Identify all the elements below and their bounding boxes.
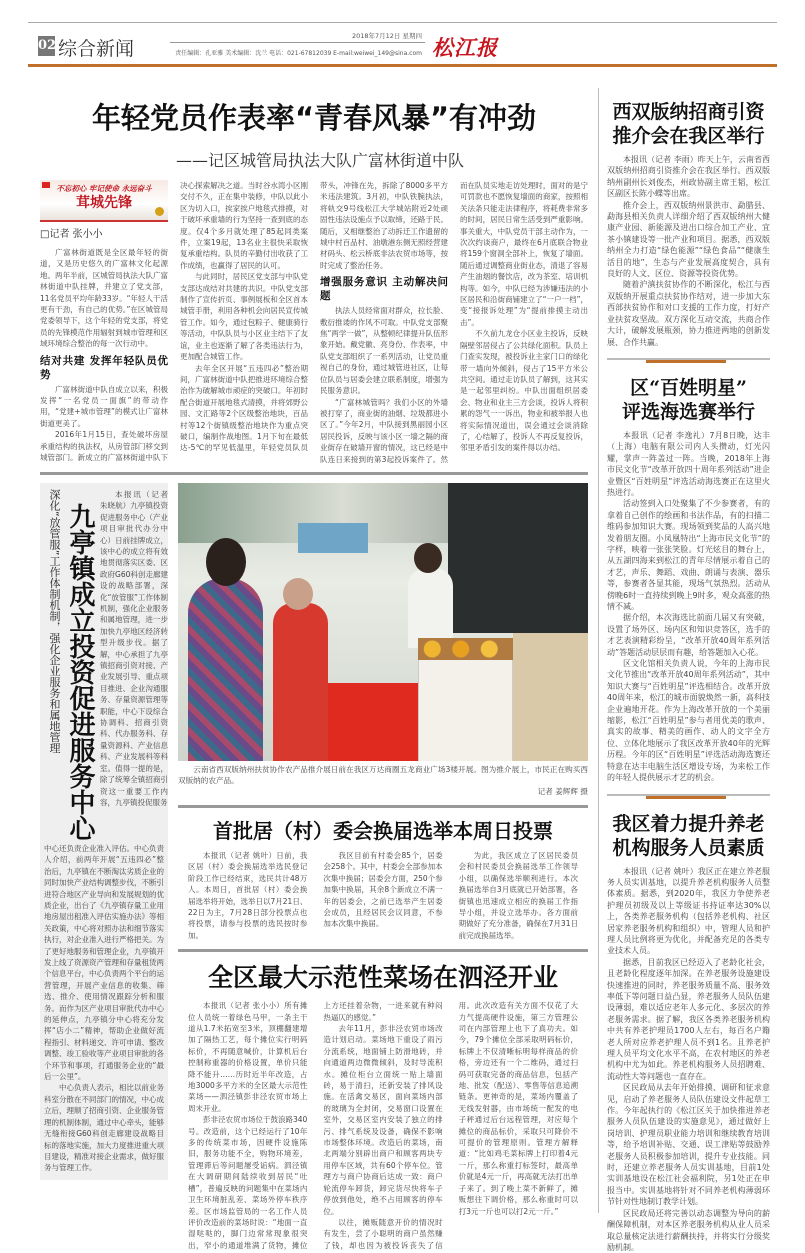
paragraph: 区民政局从去年开始排摸、调研和征求意见，启动了养老服务人员队伍建设文件起草工作。今年起执行的《松江区关于加快推进养老服务人员队伍建设的实施意见》，通过做好上岗培训、护理员职业能力培训和继续教育培训等，给予培训补贴、交通、误工津贴等鼓励养老服务人员积极参加培训，提升专业技能。同时，还建立养老服务人员实训基地，目前1处实训基地设在松江社会福利院，另1处正在申报当中。实训基地将针对不同养老机构薄弱环节针对性地制订教学计划。 bbox=[607, 1082, 770, 1207]
issue-date: 2018年7月12日 星期四 bbox=[352, 31, 422, 40]
article-headline bbox=[607, 100, 770, 148]
paragraph: 不久前九龙仓小区业主投诉，反映隔壁邻居侵占了公共绿化面积。队员上门查实发现，被投诉业主家门口的绿化带一墙向外倾斜，侵占了15平方米公共空间。通过走访队员了解到，这其实是一起邻里纠纷。中队出面组织居委会、物业和业主三方会谈，投诉人将积累的怨气一一诉出，物业和被举报人也将实际情况道出，误会通过会谈消除了，心结解了，投诉人不再反复投诉，邻里矛盾引发的案件得以办结。 bbox=[460, 328, 588, 453]
photo-person-left bbox=[188, 578, 263, 761]
paragraph: 与此同时，居民区党支部与中队党支部达成结对共建的共识。中队党支部制作了宣传折页、事例展板和全区首本城管手册，利用各种机会向居民宣传城管工作。如今，通过包粽子、健康骑行等活动，中队队员与小区业主结下了友谊，业主也逐渐了解了各类违法行为，更加配合城管工作。 bbox=[180, 271, 308, 362]
right-article-3 bbox=[607, 812, 770, 1253]
newspaper-logo: 松江报 bbox=[432, 32, 498, 62]
accent-rule bbox=[646, 796, 726, 799]
headline-line: 西双版纳招商引资 bbox=[607, 100, 770, 124]
article-body bbox=[607, 154, 770, 348]
sidebar-top bbox=[44, 489, 164, 843]
paragraph: 我区目前有村委会85个，居委会258个。其中，村委会全部参加本次集中换届；居委会方面，250个参加集中换届，其余8个新成立不满一年的居委会，之前已选举产生居委会成员，且经居民会议同意，不参加本次集中换届。 bbox=[323, 850, 442, 930]
photo-person-head bbox=[206, 538, 246, 586]
lower-area bbox=[40, 483, 588, 1251]
column-divider bbox=[598, 88, 599, 1213]
flag-icon bbox=[42, 182, 50, 188]
paragraph: 广富林街道既是全区最年轻的街道，又是历史悠久的广富林文化起源地。两年半前，区城管局执法大队广富林街道中队挂牌，并建立了党支部，11名党员平均年龄33岁。“年轻人干活更有干劲，有自己的优势。”在区城管局党委领导下，这个年轻的党支部，将党员的先锋模范作用辐射到城市管理和区域环境综合整治的每一次行动中。 bbox=[40, 247, 168, 350]
paragraph: 随着沪滇扶贫协作的不断深化，松江与西双版纳开展重点扶贫协作结对，进一步加大东西部扶贫协作和对口支援的工作力度，打好产业扶贫攻坚战。双方深化互动交流，共商合作大计，破解发展瓶颈，协力推进两地的创新发展、合作共赢。 bbox=[607, 279, 770, 347]
paragraph: 推介会上，西双版纳州景洪市、勐腊县、勐海县相关负责人详细介绍了西双版纳州大健康产业园、新能源及进出口综合加工产业、宜茶小镇建设等一批产业和项目。据悉，西双版纳州全力打造“绿色能源”“绿色食品”“健康生活目的地”，生态与产业发展高度契合，具有良好的人文、区位、资源等投资优势。 bbox=[607, 200, 770, 280]
paragraph: 本报讯（记者 李雨）昨天上午，云南省西双版纳州招商引资推介会在我区举行。西双版纳州副州长刘俊杰，州政协副主席王韬，松江区副区长陈小蝶等出席。 bbox=[607, 154, 770, 200]
paragraph: 去年全区开展“五违四必”整治期间，广富林街道中队把推进环境综合整治作为破解城市顽症的突破口。年初时配合街道开展地毯式清摸，并将郊野公园、文汇路等2个区级整治地块，百品村等12个街镇级整治地块作为重点突破口，编制作战地图。1月下旬在最低达-5℃的罕见低温里，年轻党员队员带头，冲锋在先，拆除了8000多平方米违法建筑。3月初，中队铁腕执法，将轨交9号线松江大学城站附近2处顽固性违法设施点予以取缔，还路于民。随后，又相继整治了动拆迁工作遗留的城中村百品村、油墩港东侧无照经营建材码头、松云桥底非法农贸市场等，按时完成了整治任务。 bbox=[180, 180, 448, 465]
party-emblem-icon bbox=[155, 207, 164, 216]
photo-vendor-head bbox=[414, 543, 442, 573]
photo-vendor bbox=[408, 568, 453, 648]
banner-slogan: 不忘初心 牢记使命 永远奋斗 bbox=[40, 180, 168, 194]
photo-banner bbox=[298, 523, 368, 553]
sidebar-title: 九亭镇成立投资促进服务中心 bbox=[62, 503, 96, 843]
headline-line: 机构服务人员素质 bbox=[607, 836, 770, 860]
byline: □记者 张小小 bbox=[40, 228, 168, 242]
banner-title: 茸城先锋 bbox=[40, 194, 168, 212]
article-body bbox=[607, 430, 770, 784]
paragraph: 区文化馆相关负责人说，今年的上海市民文化节推出“改革开放40周年系列活动”，其中知识大赛与“百姓明星”评选相结合。改革开放40周年来，松江的城市面貌焕然一新，高科技企业遍地开花。作为上海改革开放的一个美丽缩影，松江“百姓明星”参与者用优美的歌声、真实的故事、精美的画作、动人的文字全方位、立体化地展示了我区改革开放40年的光辉历程。今年的区“百姓明星”评选活动海选赛还特意在达丰电脑生活区增设专场，为来松工作的年轻人提供展示才艺的机会。 bbox=[607, 658, 770, 783]
caption-text: 云南省西双版纳州扶贫协作农产品推介展日前在我区万达商圈五龙商业广场3楼开展。图为推介展上，市民正在购买西双版纳的农产品。 bbox=[178, 764, 588, 786]
paragraph: 本报讯（记者 姚叶）我区正在建立养老服务人员实训基地，以提升养老机构服务人员整体素质。据悉，到2020年，我区力争使养老护理员初级及以上等级证书持证率达30%以上，各类养老服务机构（包括养老机构、社区居家养老服务机构和组织）中，管理人员和护理人员比例将更为优化，并配备充足的各类专业技术人员。 bbox=[607, 866, 770, 957]
photo-fruit-box bbox=[418, 653, 513, 761]
editor-info: 责任编辑：孔亚雅 美术编辑：沈兰 电话：021-67812039 E-mail:weiwei_149@sina.com bbox=[175, 48, 422, 57]
paragraph: 广富林街道中队自成立以来，积极发挥“一名党员一面旗”的带动作用，“党建+城市管理”的模式让广富林街道更美了。 bbox=[40, 384, 168, 430]
headline-line: 推介会在我区举行 bbox=[607, 124, 770, 148]
photo-caption bbox=[178, 764, 588, 797]
paragraph: 彭非泾农贸市场位于鼓浪路340号。改造前，这个已经运行了10年多的传统菜市场，因硬件设施陈旧，服务功能不全，购物环境差，管理滞后等问题屡受诟病。泗泾镇在大调研期间陆续收到居民“吐槽”，普遍反映的问题集中在菜场内卫生环境脏乱差、菜场外停车秩序差。区市场监管局的一名工作人员评价改造前的菜场时说：“地面一直湿哒哒的，脚门边常常现象很突出，窄小的通道堆满了货物，摊位上方还挂着杂物，一进来就有种闷热逼仄的感觉。” bbox=[188, 1000, 443, 1251]
paragraph: 为此，我区成立了区居民委员会和村民委员会换届选举工作领导小组，以确保选举顺利进行。本次换届选举自3月底就已开始部署，各街镇也迅速成立相应的换届工作指导小组，并设立选举办。各方面前期做好了充分准备，确保在7月31日前完成换届选举。 bbox=[459, 850, 578, 941]
election-headline: 首批居（村）委会换届选举本周日投票 bbox=[178, 818, 588, 844]
paragraph: 中心还负责企业准入评估。中心负责人介绍，前两年开展“五违四必”整治后，九亭镇在不断淘汰劣质企业的同时加快产业结构调整步伐，不断引进符合地区产业导向和发展规划的优质企业，出台了《九亭镇存量工业用地房屋出租准入评估实施办法》等相关政策，中心将对照办法和细节落实执行，对企业准入进行严格把关。为了更好地服务和管理企业，九亭镇开发上线了资源资产管理和存量租赁两个信息平台，中心负责两个平台的运营管理，开展产业信息的收集、筛选、推介、使用情况跟踪分析和服务。而作为区产业项目审批代办中心的延伸点，九亭镇分中心将充分发挥“店小二”精神，帮助企业做好流程指引、材料递交、许可申请、整改调整、竣工验收等产业项目审批的各个环节和事项，打通服务企业的“最后一公里”。 bbox=[44, 843, 164, 1083]
page-number-badge: 02 bbox=[38, 36, 55, 56]
right-article-2 bbox=[607, 376, 770, 784]
top-rule bbox=[28, 22, 777, 23]
paragraph: 本报讯（记者 姚叶）日前，我区居（村）委会换届选举选民登记阶段工作已经结束，选民共计48万人。本周日，首批居（村）委会换届选举将开始，选举日以7月21日、22日为主，7月28日部分投票点也将投票，请参与投票的选民按时参加。 bbox=[188, 850, 307, 941]
article-headline bbox=[607, 376, 770, 424]
photo-credit: 记者 姜辉辉 摄 bbox=[178, 786, 588, 797]
photo-box-right bbox=[513, 633, 588, 761]
section-rule bbox=[40, 472, 588, 475]
photo-person-red bbox=[273, 603, 328, 761]
accent-rule bbox=[646, 360, 726, 363]
column-banner bbox=[40, 180, 168, 222]
right-article-1 bbox=[607, 100, 770, 348]
lead-headline: 年轻党员作表率“青春风暴”有冲劲 bbox=[40, 100, 588, 136]
header-line bbox=[170, 42, 425, 43]
center-stack bbox=[178, 483, 588, 1251]
headline-line: 评选海选赛举行 bbox=[607, 400, 770, 424]
section-heading: 增强服务意识 主动解决问题 bbox=[320, 275, 448, 303]
paragraph: 以往，摊贩随意开价的情况时有发生，尝了小聪明的商户虽然赚了钱，却也因为被投诉丧失了信用。此次改造有关方面不仅花了大力气提高硬件设施，第三方管理公司在内部管理上也下了真功夫。如今，79个摊位全部采取明码标价，标牌上不仅清晰标明每样商品的价格，旁边还有一个二维码，通过扫码可获取完备的商品信息，包括产地、批发（配送）、零售等信息追溯链条。更神奇的是，菜场内覆盖了无线发射器，由市场统一配发的电子秤通过后台远程管理，对应每个摊位的商品标价，采取只可降价不可提价的管理原则。管理方解释道：“比如鸡毛菜标牌上打印着4元一斤，那么称重打标签时，最高单价就是4元一斤，再高就无法打出单子来了。到了晚上菜不新鲜了，摊贩想往下调价格，那么称重时可以打3元一斤也可以打2元一斤。” bbox=[323, 1000, 578, 1251]
photo-dark-area bbox=[448, 483, 588, 633]
paragraph: 本报讯（记者 李逸礼）7月8日晚，达丰（上海）电脑有限公司内人头攒动，灯光闪耀，掌声一阵盖过一阵。当晚，2018年上海市民文化节“改革开放四十周年系列活动”进企业暨区“百姓明星”评选活动海选赛正在这里火热进行。 bbox=[607, 430, 770, 498]
header-accent-rule bbox=[28, 64, 777, 67]
photo-person-head bbox=[283, 578, 313, 610]
photo-mangoes bbox=[418, 638, 513, 660]
sidebar-body-narrow bbox=[100, 489, 168, 808]
lead-article-body bbox=[40, 180, 588, 465]
market-body bbox=[188, 1000, 578, 1251]
right-column bbox=[607, 100, 770, 1253]
headline-line: 区“百姓明星” bbox=[607, 376, 770, 400]
paragraph: 活动签到入口处聚集了不少参赛者，有的拿着自己创作的绘画和书法作品，有的扫描二维码参加知识大赛。现场领到奖品的人高兴地发着朋友圈。小凤凰特出“上海市民文化节”的字样，映着一张张笑脸。灯光炫目的舞台上，从五湖四海来到松江的青年尽情展示着自己的才艺，声乐、舞蹈、戏曲、朗诵与表演、器乐等，参赛者各显其能，现场气氛热烈。活动从傍晚6时一直持续到晚上9时多，观众高涨的热情不减。 bbox=[607, 498, 770, 612]
paragraph: 本报讯（记者 朱晓航）九亭镇投资促进服务中心（产业项目审批代办分中心）日前挂牌成立，该中心的成立将有效地贯彻落实区委、区政府G60科创走廊建设的战略部署，深化“放管服”工作体制机制，强化企业服务和属地管理，进一步加快九亭地区经济转型升级步伐。据了解，中心承担了九亭镇招商引资对接、产业发展引导、重点项目推进、企业沟通服务、存量资源管理等职能，中心下设综合协调科、招商引资科、代办服务科、存量资源科、产业信息科、产业发展科等科室。值得一提的是，除了统筹全镇招商引资这一重要工作内容，九亭镇投促服务 bbox=[100, 489, 168, 808]
paragraph: 据悉，目前我区已经迈入了老龄化社会，且老龄化程度逐年加深。在养老服务设施建设快速推进的同时，养老服务质量不高、服务效率低下等问题日益凸显，养老服务人员队伍建设薄弱，难以适应老年人多元化、多层次的养老服务需求。据了解，我区各类养老服务机构中共有养老护理员1700人左右，每百名户籍老人所对应养老护理人员不到1名。且养老护理人员平均文化水平不高，在农村地区的养老机构中尤为如此。养老机构服务人员招聘难、流动性大等问题也一直存在。 bbox=[607, 957, 770, 1082]
election-body bbox=[188, 850, 578, 941]
section-rule bbox=[178, 805, 588, 808]
sidebar-body bbox=[44, 843, 164, 1174]
article-headline bbox=[607, 812, 770, 860]
section-rule bbox=[607, 358, 770, 360]
section-title: 综合新闻 bbox=[58, 34, 134, 61]
lead-subtitle: ——记区城管局执法大队广富林街道中队 bbox=[120, 150, 520, 172]
section-rule bbox=[607, 794, 770, 796]
market-headline: 全区最大示范性菜场在泗泾开业 bbox=[178, 962, 588, 994]
news-photo bbox=[178, 483, 588, 761]
section-heading: 结对共建 发挥年轻队员优势 bbox=[40, 354, 168, 382]
paragraph: 执法人员经常面对群众，拉长脸、敷衍推诿的作风不可取。中队党支部聚焦“两学一做”，从整顿纪律提升队伍形象开始。戴党徽、亮身份、作表率，中队党支部组织了一系列活动，让党员重视自己的身份，通过城管进社区，让每位队员与居委会建立联系制度，增强为民服务意识。 bbox=[320, 305, 448, 396]
article-body bbox=[607, 866, 770, 1253]
sidebar-kicker: 深化“放管服”工作体制机制，强化企业服务和属地管理 bbox=[44, 489, 62, 819]
paragraph: 2016年1月15日，查处破坏房屋承重结构的执法权，从房管部门移交到城管部门。新成立的广富林街道中队下决心探索解决之道。当时谷水湾小区刚交付不久，正在集中装修，中队以此小区为切入口，挨家挨户地毯式排摸，对于破坏承重墙的行为坚持一查到底的态度。仅4个多月就处理了85起同类案件，立案19起，13名业主很快采取恢复承重结构。队员的辛勤付出收获了工作成绩，也赢得了居民的认可。 bbox=[40, 180, 308, 465]
paragraph: 据介绍，本次海选比前面几届又有突破，设置了场外区、场内区和知识竞答区，选手的才艺表演精彩纷呈，“改革开放40周年系列活动”答题活动层层而有趣，给答题加入心花。 bbox=[607, 612, 770, 658]
paragraph: “广富林城管吗？我们小区的外墙被打穿了，商业街的油烟、垃圾都进小区了。”今年2月，中队接到黑丽园小区居民投诉，反映与该小区一墙之隔的商业街存在破墙开窗的情况，这已经是中队连日来接到的第3起投诉案件了。然而在队员实地走访处理时，面对的是宁可罚款也不愿恢复墙面的商家，按照相关法条只能走法律程序，将耗费非常多的时间，居民日常生活受到严重影响。事关重大，中队党员干部主动作为，一次次约谈商户，最终在6月底联合物业将159个窗洞全部补上，恢复了墙面。随后通过调整商业街业态，清退了容易产生油烟的餐饮店，改为茶室、培训机构等。如今，中队已经为涉嫌违法的小区居民和沿街商铺建立了“一户一档”，变“接报诉处理”为“提前排摸主动出击”。 bbox=[320, 180, 588, 465]
paragraph: 中心负责人表示，相比以前业务科室分散在不同部门的情况，中心成立后，理顺了招商引资、企业服务管理的机制体制，通过中心牵头，能够无缝衔接G60科创走廊建设战略目标的落地实施，加大力度推进重大项目建设，精准对接企业需求，做好服务与管理工作。 bbox=[44, 1082, 164, 1173]
paragraph: 区民政局还将完善以动态调整为导向的薪酬保障机制，对本区养老服务机构从业人员采取总量核定法进行薪酬扶持，并将实行分级奖励机制。 bbox=[607, 1208, 770, 1253]
paragraph: 去年11月，彭非泾农贸市场改造计划启动。菜场地下重设了雨污分流系统，地面铺上防滑地砖，并向通道两边微微倾斜，及时导流积水。摊位柜台立面统一贴上墙面砖，易于清扫，还新安装了排风设施。在活禽交易区，面向菜场内部的玻璃为全封闭，交易窗口设置在室外，交易区室内安装了独立的排污、排气系统及设备，确保不影响市场整体环境。改造后的菜场，南北两端分别辟出商户和顾客两块专用停车区域，共有60个停车位。管理方与商户协商后达成一致：商户轮流停车卸货，卸完货尽快将车子停放到他处，绝不占用顾客的停车位。 bbox=[323, 1023, 442, 1217]
main-area bbox=[40, 180, 588, 1251]
section-rule bbox=[178, 949, 588, 952]
paragraph: 本报讯（记者 张小小）所有摊位人员统一着绿色马甲，一条主干道从1.7米拓宽至3米，顶棚翻建增加了隔热工艺，每个摊位实行明码标价，不再随意喊价，计算机后台控制称重器的价格设置，单价只能降不能升……历时近半年改造，占地3000多平方米的全区最大示范性菜场——泗泾镇彭非泾农贸市场上周末开业。 bbox=[188, 1000, 307, 1114]
sidebar-article bbox=[40, 483, 168, 1180]
headline-line: 我区着力提升养老 bbox=[607, 812, 770, 836]
